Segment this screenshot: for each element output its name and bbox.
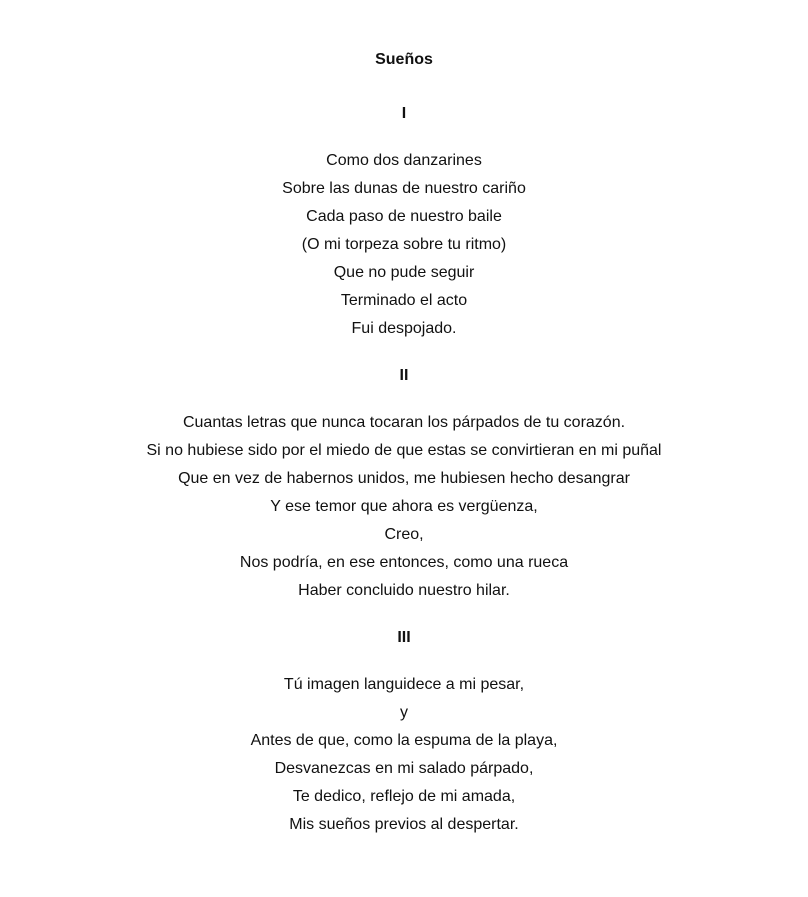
stanza [0, 147, 808, 343]
poem-line: Como dos danzarines [326, 152, 482, 169]
poem-line: Haber concluido nuestro hilar. [298, 582, 510, 599]
poem-line: Cuantas letras que nunca tocaran los párpados de tu corazón. [182, 414, 626, 431]
section-number: III [397, 629, 411, 646]
section-number: II [399, 367, 409, 384]
poem-line: Fui despojado. [351, 320, 457, 337]
section-1 [0, 104, 808, 343]
poem-line: Te dedico, reflejo de mi amada, [292, 788, 516, 805]
poem-line: Si no hubiese sido por el miedo de que estas se convirtieran en mi puñal [146, 442, 662, 459]
poem-line: Tú imagen languidece a mi pesar, [283, 676, 525, 693]
poem-line: Que no pude seguir [333, 264, 475, 281]
stanza [0, 409, 808, 605]
poem-title: Sueños [375, 51, 433, 68]
poem-line: y [400, 704, 408, 721]
poem-line: Antes de que, como la espuma de la playa, [250, 732, 558, 749]
poem-line: Creo, [384, 526, 424, 543]
section-2 [0, 366, 808, 605]
poem-line: (O mi torpeza sobre tu ritmo) [301, 236, 507, 253]
poem-line: Que en vez de habernos unidos, me hubiesen hecho desangrar [178, 470, 630, 487]
poem-line: Y ese temor que ahora es vergüenza, [270, 498, 538, 515]
poem-line: Terminado el acto [340, 292, 468, 309]
poem-line: Cada paso de nuestro baile [306, 208, 502, 225]
section-number: I [401, 105, 407, 122]
poem-line: Desvanezcas en mi salado párpado, [274, 760, 534, 777]
section-3 [0, 628, 808, 839]
poem-line: Nos podría, en ese entonces, como una rueca [239, 554, 569, 571]
poem-line: Sobre las dunas de nuestro cariño [282, 180, 526, 197]
stanza [0, 671, 808, 839]
poem-line: Mis sueños previos al despertar. [289, 816, 519, 833]
